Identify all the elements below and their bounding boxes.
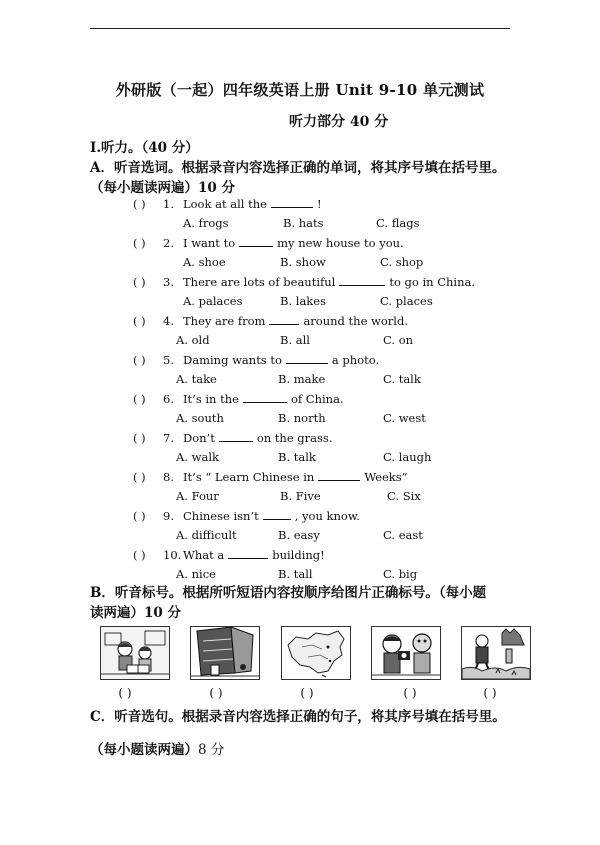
option-a: A. difficult	[176, 528, 237, 542]
option-c: C. shop	[380, 255, 424, 269]
section-a-instruction-2: （每小题读两遍）10 分	[90, 180, 235, 196]
option-c: C. on	[383, 333, 414, 347]
option-b: B. lakes	[280, 294, 326, 308]
answer-blank[interactable]	[219, 431, 253, 442]
picture-5-answer[interactable]: ( )	[483, 686, 497, 700]
page-subtitle: 听力部分 40 分	[289, 114, 389, 130]
option-c: C. flags	[376, 216, 420, 230]
option-b: B. all	[280, 333, 310, 347]
option-b: B. north	[278, 411, 326, 425]
section-b-instruction: B．听音标号。根据所听短语内容按顺序给图片正确标号。（每小题	[90, 585, 487, 601]
option-c: C. places	[380, 294, 433, 308]
question-text: It’s in the	[183, 392, 239, 406]
option-a: A. walk	[176, 450, 219, 464]
question-row	[133, 314, 408, 328]
option-b: B. easy	[278, 528, 320, 542]
question-row	[133, 197, 322, 211]
question-text-end: Weeks”	[364, 470, 408, 484]
question-text-end: of China.	[290, 392, 344, 406]
question-row	[133, 275, 475, 289]
answer-blank[interactable]	[339, 275, 385, 286]
question-number: 9.	[163, 509, 174, 523]
answer-paren[interactable]: ( )	[133, 314, 146, 328]
question-text-end: to go in China.	[389, 275, 476, 289]
question-number: 8.	[163, 470, 174, 484]
answer-paren[interactable]: ( )	[133, 392, 146, 406]
question-number: 6.	[163, 392, 174, 406]
question-text-end: around the world.	[303, 314, 408, 328]
top-rule	[90, 28, 510, 29]
question-text-end: , you know.	[294, 509, 360, 523]
question-text: Don’t	[183, 431, 215, 445]
option-b: B. talk	[278, 450, 316, 464]
answer-blank[interactable]	[228, 548, 268, 559]
picture-1-kids-reading	[100, 626, 170, 680]
option-b: B. Five	[280, 489, 321, 503]
section-b-instruction-2: 读两遍）10 分	[90, 605, 181, 621]
question-text: Daming wants to	[183, 353, 282, 367]
answer-blank[interactable]	[239, 236, 273, 247]
picture-3-answer[interactable]: ( )	[300, 686, 314, 700]
picture-1-answer[interactable]: ( )	[118, 686, 132, 700]
option-c: C. talk	[383, 372, 421, 386]
picture-4-taking-photo	[371, 626, 441, 680]
answer-blank[interactable]	[269, 314, 299, 325]
answer-blank[interactable]	[286, 353, 328, 364]
option-a: A. Four	[176, 489, 219, 503]
answer-blank[interactable]	[271, 197, 313, 208]
section-c-instruction-2	[90, 740, 224, 760]
question-row	[133, 236, 404, 250]
question-text: They are from	[183, 314, 266, 328]
option-a: A. old	[176, 333, 210, 347]
question-number: 1.	[163, 197, 174, 211]
question-number: 5.	[163, 353, 174, 367]
section-c-instruction: C．听音选句。根据录音内容选择正确的句子，将其序号填在括号里。	[90, 709, 506, 725]
answer-paren[interactable]: ( )	[133, 236, 146, 250]
answer-paren[interactable]: ( )	[133, 509, 146, 523]
question-number: 7.	[163, 431, 174, 445]
option-c: C. laugh	[383, 450, 432, 464]
question-row	[133, 353, 379, 367]
answer-blank[interactable]	[263, 509, 291, 520]
question-text-end: my new house to you.	[277, 236, 404, 250]
question-number: 4.	[163, 314, 174, 328]
option-c: C. big	[383, 567, 418, 581]
section-c-note: （每小题读两遍）	[90, 742, 198, 758]
picture-2-building	[190, 626, 260, 680]
question-row	[133, 470, 408, 484]
section-a-instruction: A．听音选词。根据录音内容选择正确的单词，将其序号填在括号里。	[90, 160, 506, 176]
question-row	[133, 392, 344, 406]
answer-paren[interactable]: ( )	[133, 197, 146, 211]
section-c-points: 8 分	[198, 742, 225, 758]
question-row	[133, 431, 332, 445]
option-b: B. tall	[278, 567, 313, 581]
part1-heading: I.听力。（40 分）	[90, 140, 199, 156]
option-c: C. east	[383, 528, 423, 542]
answer-blank[interactable]	[243, 392, 287, 403]
option-b: B. make	[278, 372, 326, 386]
answer-paren[interactable]: ( )	[133, 275, 146, 289]
question-text: There are lots of beautiful	[183, 275, 336, 289]
question-text-end: a photo.	[331, 353, 380, 367]
answer-blank[interactable]	[318, 470, 360, 481]
option-b: B. show	[280, 255, 326, 269]
option-a: A. nice	[176, 567, 216, 581]
option-a: A. palaces	[183, 294, 243, 308]
option-a: A. take	[176, 372, 217, 386]
question-text: Chinese isn’t	[183, 509, 259, 523]
question-text-end: on the grass.	[256, 431, 333, 445]
question-number: 10.	[163, 548, 182, 562]
option-c: C. Six	[387, 489, 421, 503]
option-c: C. west	[383, 411, 426, 425]
question-text-end: !	[316, 197, 322, 211]
page-title: 外研版（一起）四年级英语上册 Unit 9-10 单元测试	[115, 81, 485, 99]
question-number: 2.	[163, 236, 174, 250]
picture-4-answer[interactable]: ( )	[403, 686, 417, 700]
picture-5-walking-on-grass	[461, 626, 531, 680]
answer-paren[interactable]: ( )	[133, 470, 146, 484]
question-row	[133, 509, 360, 523]
option-b: B. hats	[283, 216, 324, 230]
question-text: I want to	[183, 236, 236, 250]
question-text: Look at all the	[183, 197, 267, 211]
question-text: What a	[183, 548, 225, 562]
answer-paren[interactable]: ( )	[133, 431, 146, 445]
question-text: It’s “ Learn Chinese in	[183, 470, 315, 484]
question-number: 3.	[163, 275, 174, 289]
question-text-end: building!	[272, 548, 325, 562]
option-a: A. shoe	[183, 255, 226, 269]
option-a: A. south	[176, 411, 224, 425]
question-row	[133, 548, 325, 562]
picture-2-answer[interactable]: ( )	[209, 686, 223, 700]
option-a: A. frogs	[183, 216, 229, 230]
answer-paren[interactable]: ( )	[133, 548, 146, 562]
picture-3-china-map	[281, 626, 351, 680]
answer-paren[interactable]: ( )	[133, 353, 146, 367]
